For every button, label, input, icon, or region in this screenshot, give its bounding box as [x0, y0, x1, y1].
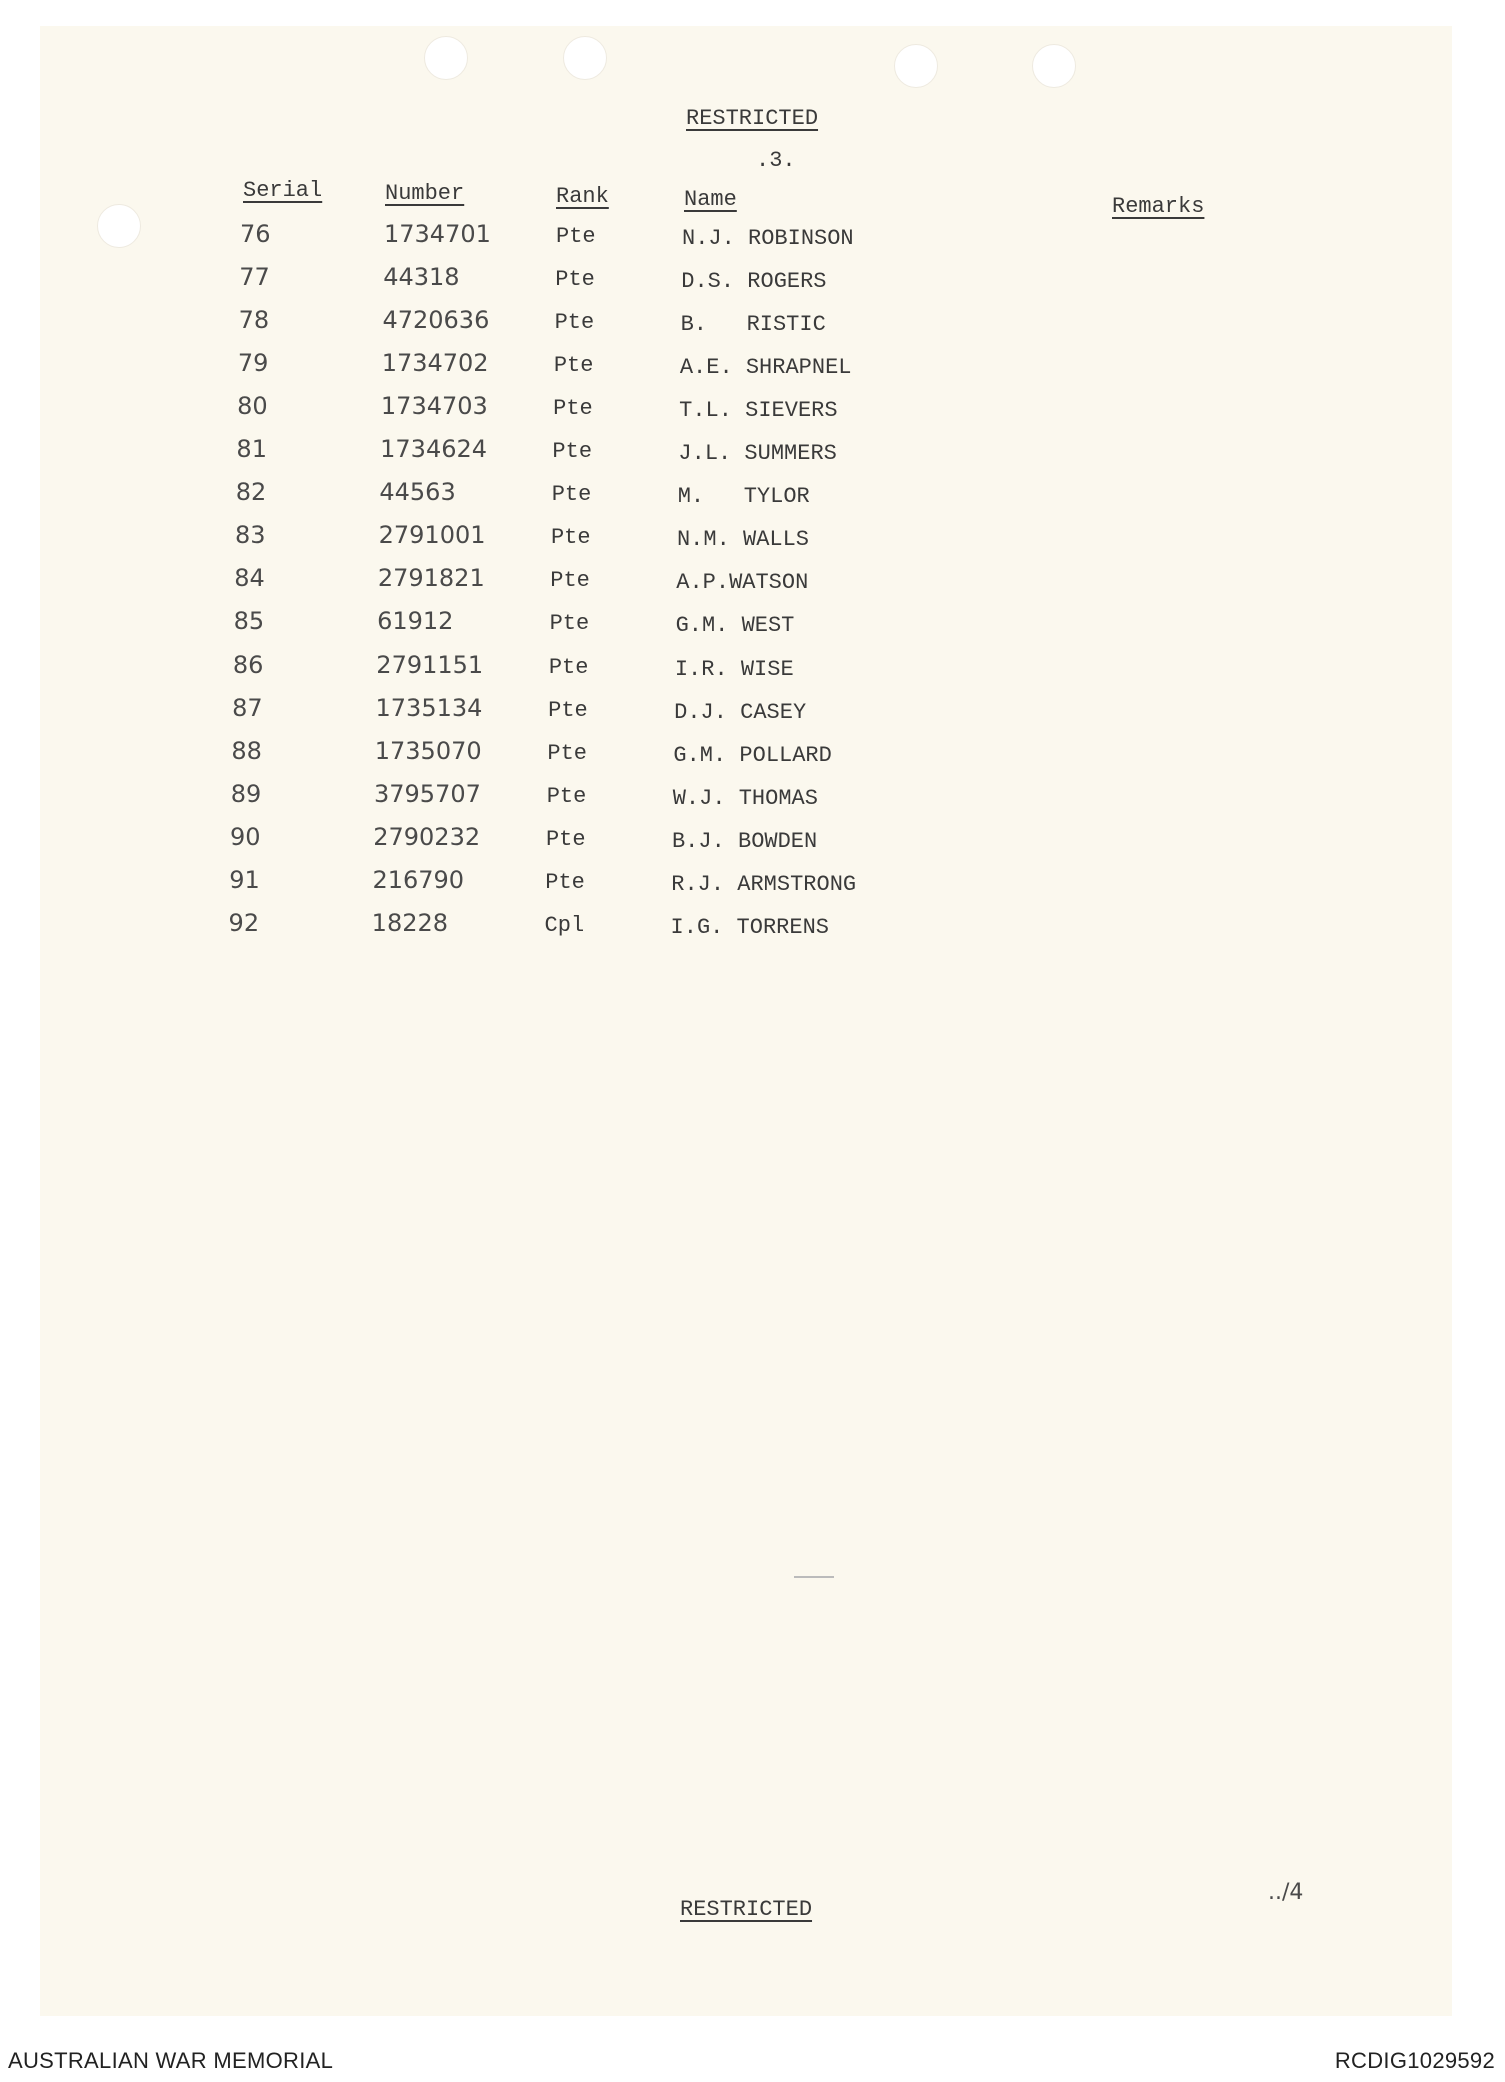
row-80-number: 1734703 — [380, 392, 488, 421]
row-81-name: J.L. SUMMERS — [678, 441, 837, 467]
row-79-number: 1734702 — [381, 349, 489, 378]
row-84-serial: 84 — [234, 564, 265, 593]
row-91-rank: Pte — [545, 869, 585, 895]
row-80-rank: Pte — [553, 396, 593, 422]
row-88-name: G.M. POLLARD — [673, 742, 832, 768]
row-82-number: 44563 — [379, 478, 456, 507]
classification-bottom: RESTRICTED — [680, 1897, 813, 1922]
row-82-name: M. TYLOR — [677, 484, 810, 510]
row-85-number: 61912 — [377, 607, 454, 636]
footer-institution: AUSTRALIAN WAR MEMORIAL — [8, 2048, 334, 2073]
row-92-serial: 92 — [228, 908, 260, 937]
row-87-name: D.J. CASEY — [674, 699, 807, 725]
row-92-name: I.G. TORRENS — [670, 914, 829, 940]
row-81-serial: 81 — [236, 435, 267, 464]
row-78-rank: Pte — [554, 310, 595, 336]
row-84-name: A.P.WATSON — [676, 570, 809, 596]
punch-hole — [563, 36, 607, 80]
row-89-rank: Pte — [546, 783, 587, 809]
row-83-number: 2791001 — [378, 521, 486, 550]
row-92-rank: Cpl — [544, 912, 585, 938]
row-76-name: N.J. ROBINSON — [682, 226, 854, 251]
row-89-serial: 89 — [230, 779, 262, 808]
row-78-serial: 78 — [238, 306, 270, 335]
page-number: .3. — [756, 148, 796, 173]
row-86-serial: 86 — [232, 650, 264, 679]
row-83-rank: Pte — [550, 525, 591, 551]
row-81-number: 1734624 — [380, 435, 488, 464]
row-88-rank: Pte — [547, 740, 588, 766]
row-83-serial: 83 — [234, 521, 266, 550]
row-87-number: 1735134 — [375, 693, 483, 722]
row-80-name: T.L. SIEVERS — [679, 398, 838, 424]
row-91-serial: 91 — [229, 865, 260, 894]
row-85-rank: Pte — [549, 611, 590, 637]
paper-mark — [794, 1576, 834, 1578]
header-remarks: Remarks — [1112, 194, 1205, 219]
row-83-name: N.M. WALLS — [676, 527, 810, 553]
row-80-serial: 80 — [237, 392, 268, 421]
row-77-rank: Pte — [555, 267, 595, 293]
punch-hole — [97, 204, 141, 248]
header-rank: Rank — [556, 184, 609, 209]
row-90-serial: 90 — [229, 822, 261, 851]
row-89-name: W.J. THOMAS — [672, 785, 818, 811]
row-87-serial: 87 — [232, 693, 263, 722]
footer-reference: RCDIG1029592 — [1334, 2048, 1495, 2073]
row-79-rank: Pte — [553, 353, 594, 379]
row-77-name: D.S. ROGERS — [681, 269, 827, 295]
continuation-marker: ../4 — [1268, 1880, 1304, 1905]
row-78-number: 4720636 — [382, 306, 490, 335]
row-81-rank: Pte — [552, 439, 593, 465]
row-90-number: 2790232 — [373, 822, 481, 851]
row-84-rank: Pte — [550, 568, 590, 594]
row-88-number: 1735070 — [374, 736, 482, 765]
row-85-serial: 85 — [233, 607, 265, 636]
header-name: Name — [684, 187, 737, 212]
row-77-serial: 77 — [239, 263, 270, 292]
row-86-name: I.R. WISE — [674, 656, 794, 682]
row-90-name: B.J. BOWDEN — [671, 828, 818, 854]
header-serial: Serial — [243, 178, 323, 203]
row-76-rank: Pte — [556, 224, 596, 249]
row-79-serial: 79 — [237, 349, 269, 378]
row-88-serial: 88 — [231, 736, 262, 765]
row-77-number: 44318 — [383, 263, 460, 292]
row-90-rank: Pte — [545, 826, 586, 852]
row-78-name: B. RISTIC — [680, 312, 826, 338]
row-86-rank: Pte — [548, 654, 589, 680]
header-number: Number — [385, 181, 465, 206]
row-84-number: 2791821 — [377, 564, 485, 593]
row-86-number: 2791151 — [376, 650, 484, 679]
punch-hole — [1032, 44, 1076, 88]
classification-top: RESTRICTED — [686, 106, 819, 131]
row-91-name: R.J. ARMSTRONG — [671, 871, 857, 897]
row-89-number: 3795707 — [373, 779, 481, 808]
row-76-serial: 76 — [240, 220, 271, 248]
row-79-name: A.E. SHRAPNEL — [679, 355, 852, 381]
row-82-serial: 82 — [235, 478, 267, 507]
row-85-name: G.M. WEST — [675, 613, 795, 639]
punch-hole — [424, 36, 468, 80]
row-87-rank: Pte — [548, 697, 588, 723]
row-76-number: 1734701 — [384, 220, 491, 248]
row-82-rank: Pte — [551, 482, 592, 508]
punch-hole — [894, 44, 938, 88]
row-91-number: 216790 — [372, 865, 465, 894]
row-92-number: 18228 — [371, 908, 449, 937]
